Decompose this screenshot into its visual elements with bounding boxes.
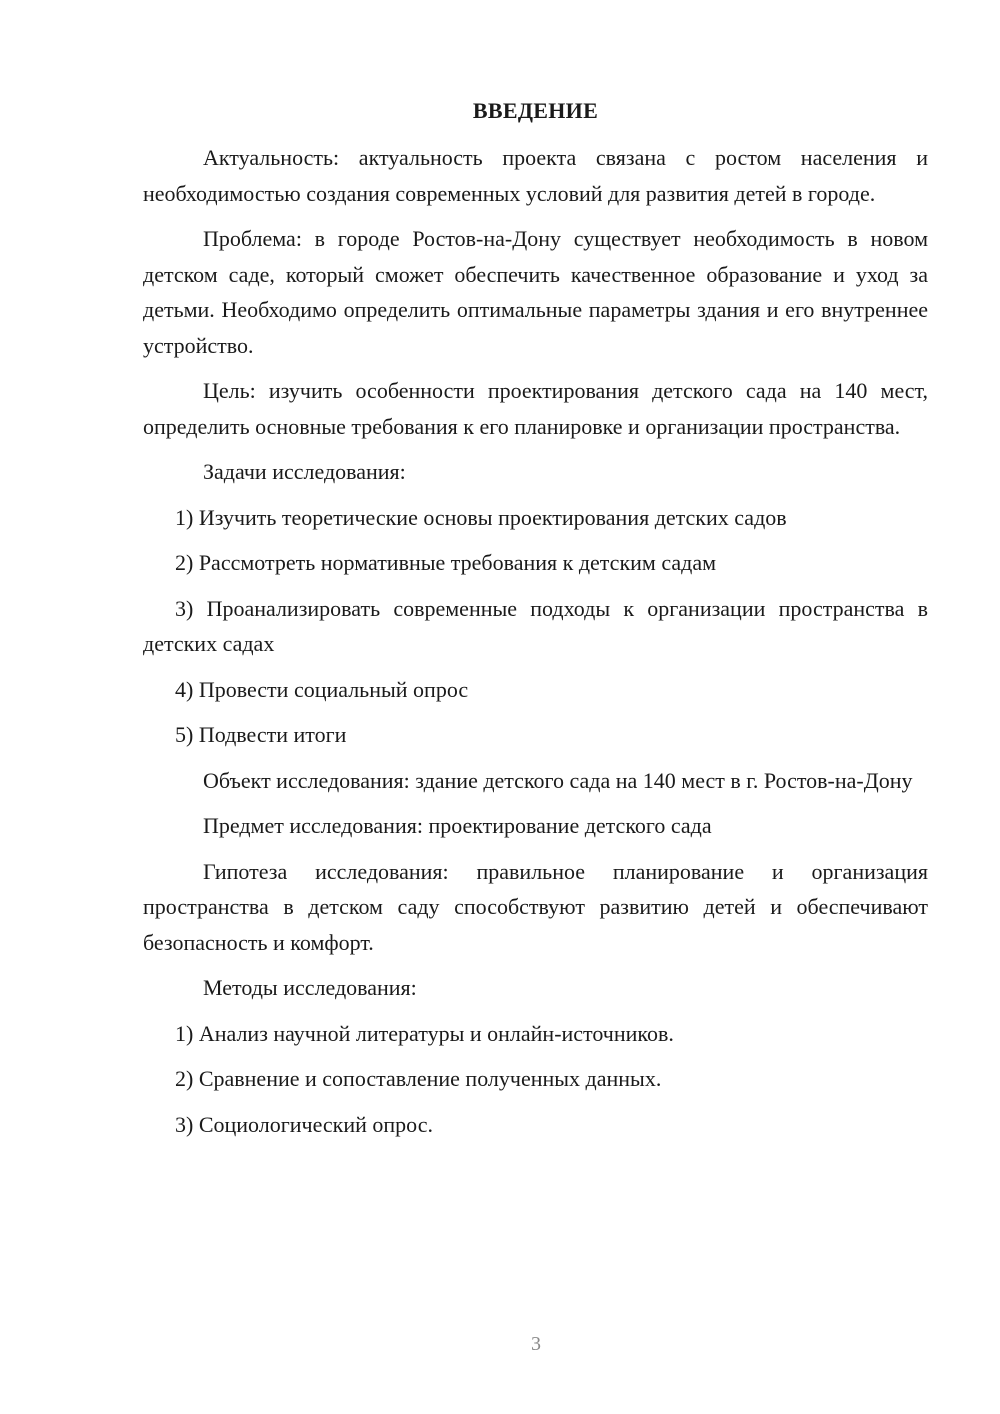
problem-paragraph: Проблема: в городе Ростов-на-Дону существует необходимость в новом детском саде, который сможет обеспечить качественное образование и уход за детьми. Необходимо определить оптимальные параметры здания и его внутреннее устройство. [143, 226, 928, 358]
page-number: 3 [531, 1333, 541, 1355]
list-item: 1) Изучить теоретические основы проектирования детских садов [175, 504, 787, 530]
list-item: 2) Рассмотреть нормативные требования к детским садам [175, 550, 717, 575]
document-page [143, 94, 928, 1152]
hypothesis-paragraph: Гипотеза исследования: правильное планирование и организация пространства в детском саду способствуют развитию детей и обеспечивают безопасность и комфорт. [143, 858, 928, 955]
list-item: 3) Социологический опрос. [175, 1111, 433, 1137]
goal-paragraph: Цель: изучить особенности проектирования детского сада на 140 мест, определить основные требования к его планировке и организации пространства. [143, 378, 928, 439]
list-item: 5) Подвести итоги [175, 722, 347, 747]
object-paragraph: Объект исследования: здание детского сада на 140 мест в г. Ростов-на-Дону [203, 767, 913, 793]
tasks-list [143, 500, 928, 753]
methods-heading: Методы исследования: [203, 975, 417, 1000]
list-item: 3) Проанализировать современные подходы к организации пространства в детских садах [143, 595, 928, 656]
section-title: ВВЕДЕНИЕ [472, 98, 599, 123]
methods-list [143, 1016, 928, 1143]
subject-paragraph: Предмет исследования: проектирование детского сада [203, 813, 712, 838]
list-item: 1) Анализ научной литературы и онлайн-источников. [175, 1020, 674, 1046]
relevance-paragraph: Актуальность: актуальность проекта связана с ростом населения и необходимостью создания современных условий для развития детей в городе. [143, 145, 928, 206]
tasks-heading: Задачи исследования: [203, 459, 406, 484]
list-item: 4) Провести социальный опрос [175, 676, 469, 702]
list-item: 2) Сравнение и сопоставление полученных данных. [175, 1066, 662, 1091]
